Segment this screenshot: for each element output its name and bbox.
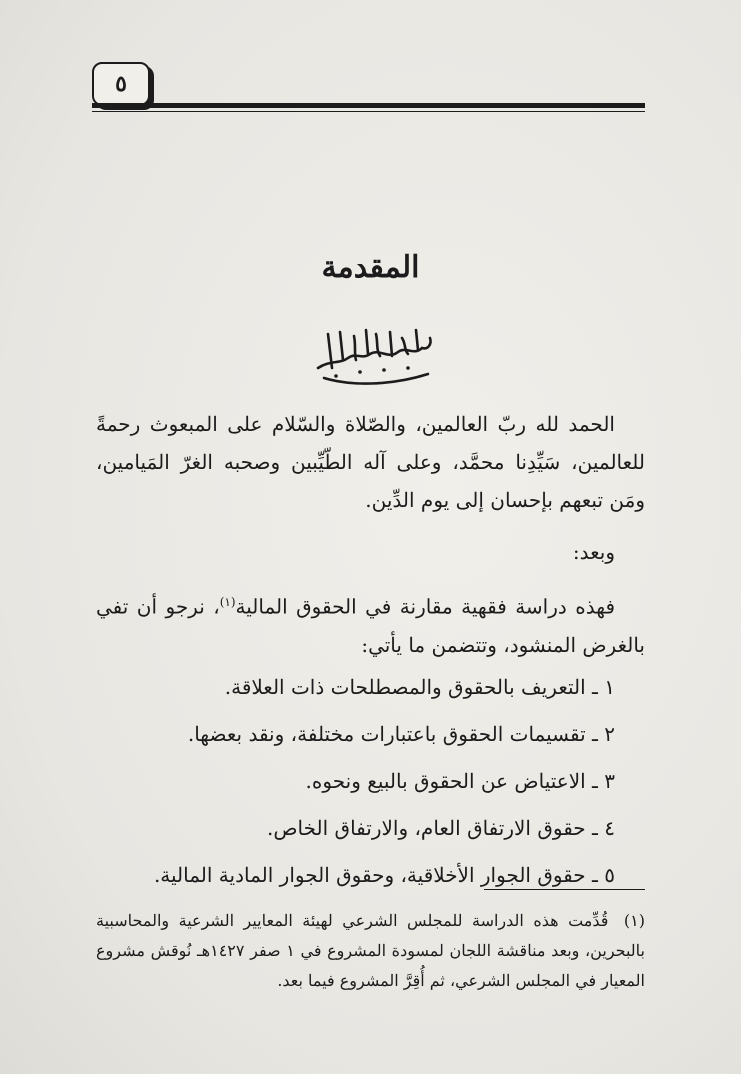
page-number-box xyxy=(92,62,150,106)
list-item: ٥ ـ حقوق الجوار الأخلاقية، وحقوق الجوار المادية المالية. xyxy=(153,862,615,887)
page-number: ٥ xyxy=(115,71,127,97)
list-item: ١ ـ التعريف بالحقوق والمصطلحات ذات العلاقة. xyxy=(224,674,615,699)
list-item: ٢ ـ تقسيمات الحقوق باعتبارات مختلفة، ونقد بعضها. xyxy=(187,721,615,746)
footnote-marker: (١) xyxy=(623,911,645,930)
list-item: ٣ ـ الاعتياض عن الحقوق بالبيع ونحوه. xyxy=(305,768,615,793)
footnote xyxy=(96,906,645,996)
topics-list xyxy=(96,664,645,899)
footnote-text: قُدِّمت هذه الدراسة للمجلس الشرعي لهيئة المعايير الشرعية والمحاسبية بالبحرين، وبعد مناقشة اللجان لمسودة المشروع في ١ صفر ١٤٢٧هـ نُوقش مشروع المعيار في المجلس الشرعي، ثم أُقِرَّ المشروع فيما بعد. xyxy=(96,911,646,990)
section-title: المقدمة xyxy=(321,250,420,285)
footnote-reference[interactable]: (١) xyxy=(219,595,236,609)
footnote-separator xyxy=(484,889,645,890)
header-rule xyxy=(92,103,645,108)
intro-paragraph: الحمد لله ربّ العالمين، والصّلاة والسّلام على المبعوث رحمةً للعالمين، سَيِّدِنا محمَّد، وعلى آله الطّيِّبين وصحبه الغرّ المَيامين، ومَن تبعهم بإحسان إلى يوم الدِّين. xyxy=(96,412,645,512)
list-item: ٤ ـ حقوق الارتفاق العام، والارتفاق الخاص. xyxy=(267,815,615,840)
main-text xyxy=(96,405,645,899)
transition-word: وبعد: xyxy=(572,540,615,564)
purpose-text-start: فهذه دراسة فقهية مقارنة في الحقوق المالية xyxy=(235,594,616,619)
purpose-text-end: ، نرجو أن تفي بالغرض المنشود، وتتضمن ما يأتي: xyxy=(96,594,645,657)
header-rule-thin xyxy=(92,111,645,112)
basmala-calligraphy xyxy=(310,320,440,390)
purpose-paragraph xyxy=(96,583,645,664)
